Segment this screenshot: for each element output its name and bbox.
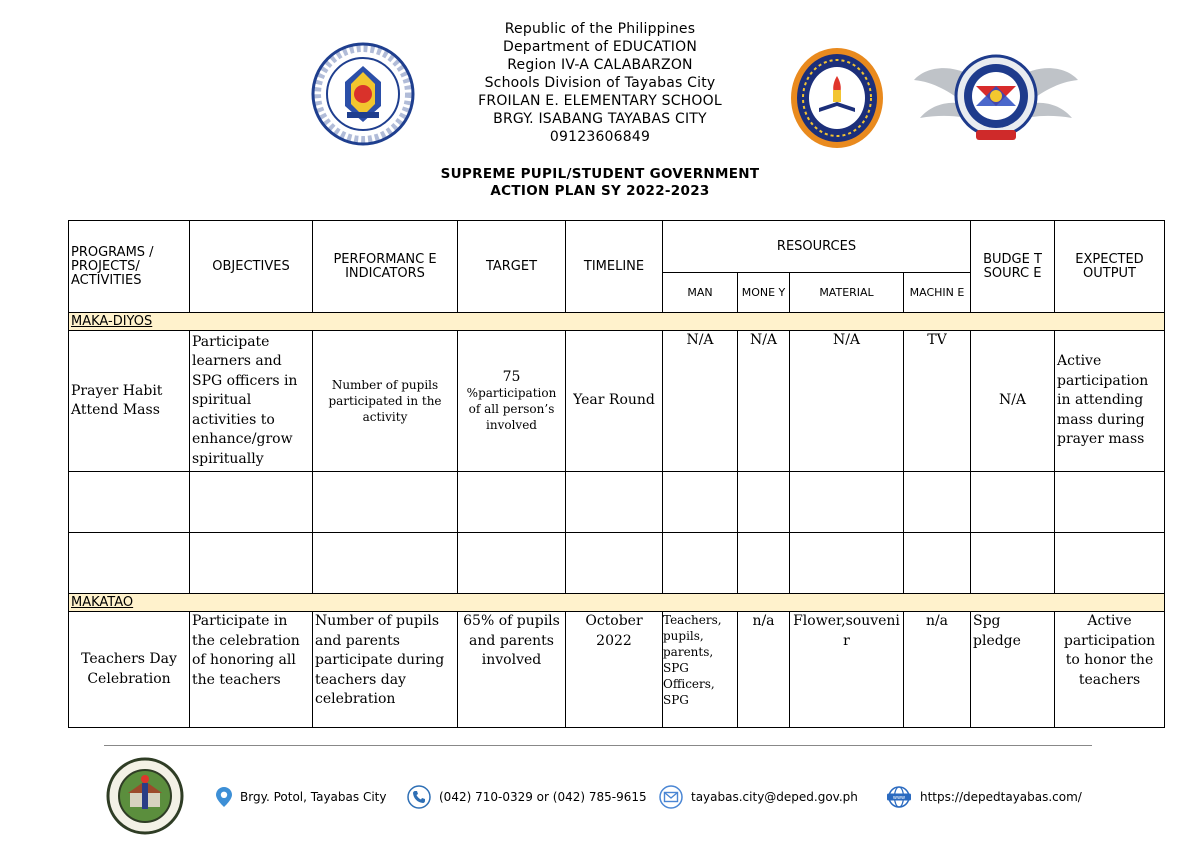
table-row: [69, 612, 1165, 728]
cell-machine: TV: [904, 331, 971, 472]
empty-row: [69, 533, 1165, 594]
header-man: MAN: [663, 273, 738, 313]
empty-cell: [904, 533, 971, 594]
empty-cell: [663, 533, 738, 594]
empty-cell: [458, 472, 566, 533]
cell-machine: n/a: [904, 612, 971, 728]
empty-cell: [971, 533, 1055, 594]
empty-cell: [790, 472, 904, 533]
cell-material: Flower,souvenir: [790, 612, 904, 728]
cell-material: N/A: [790, 331, 904, 472]
empty-cell: [313, 533, 458, 594]
section-row: [69, 313, 1165, 331]
empty-row: [69, 472, 1165, 533]
empty-cell: [971, 472, 1055, 533]
title-line-1: SUPREME PUPIL/STUDENT GOVERNMENT: [440, 166, 760, 182]
footer-address-text: Brgy. Potol, Tayabas City: [240, 790, 387, 804]
empty-cell: [663, 472, 738, 533]
cell-timeline: October 2022: [566, 612, 663, 728]
letterhead-line: BRGY. ISABANG TAYABAS CITY: [493, 111, 707, 127]
cell-target: 65% of pupils and parents involved: [458, 612, 566, 728]
footer-email: [659, 785, 858, 809]
empty-cell: [190, 533, 313, 594]
cell-indicator: Number of pupils and parents participate during teachers day celebration: [313, 612, 458, 728]
empty-cell: [69, 472, 190, 533]
cell-timeline: Year Round: [566, 331, 663, 472]
footer-phone-text: (042) 710-0329 or (042) 785-9615: [439, 790, 647, 804]
ssg-seal-icon: [910, 42, 1082, 154]
cell-target-value: 75: [502, 369, 521, 385]
letterhead-line: FROILAN E. ELEMENTARY SCHOOL: [478, 93, 722, 109]
empty-cell: [904, 472, 971, 533]
cell-budget: N/A: [971, 331, 1055, 472]
globe-icon: [886, 785, 912, 809]
cell-objective: Participate learners and SPG officers in spiritual activities to enhance/grow spiritually: [190, 331, 313, 472]
cell-objective: Participate in the celebration of honoring all the teachers: [190, 612, 313, 728]
document-title: [0, 166, 1200, 200]
header-money: MONE Y: [738, 273, 790, 313]
header-target: TARGET: [458, 221, 566, 313]
svg-text:www: www: [892, 795, 906, 801]
empty-cell: [738, 472, 790, 533]
action-plan-table: [68, 220, 1165, 728]
footer-address: [216, 785, 386, 809]
section-row: [69, 594, 1165, 612]
cell-man: N/A: [663, 331, 738, 472]
division-seal-icon: [104, 757, 186, 835]
cell-program: Prayer Habit Attend Mass: [69, 331, 190, 472]
cell-target: [458, 331, 566, 472]
footer-website: [886, 785, 1082, 809]
phone-icon: [407, 785, 431, 809]
letterhead-line: Republic of the Philippines: [504, 21, 696, 37]
header-timeline: TIMELINE: [566, 221, 663, 313]
cell-output: Active participation to honor the teachers: [1055, 612, 1165, 728]
cell-budget: Spg pledge: [971, 612, 1055, 728]
empty-cell: [790, 533, 904, 594]
empty-cell: [458, 533, 566, 594]
header-output: EXPECTED OUTPUT: [1055, 221, 1165, 313]
header-row: [69, 221, 1165, 273]
empty-cell: [69, 533, 190, 594]
empty-cell: [738, 533, 790, 594]
footer-email-text[interactable]: tayabas.city@deped.gov.ph: [691, 790, 858, 804]
letterhead-line: Schools Division of Tayabas City: [484, 75, 716, 91]
cell-target-detail: %participation of all person’s involved: [466, 386, 557, 432]
header-material: MATERIAL: [790, 273, 904, 313]
letterhead-line: Department of EDUCATION: [502, 39, 698, 55]
cell-program: Teachers Day Celebration: [69, 612, 190, 728]
empty-cell: [1055, 472, 1165, 533]
footer-divider: [104, 745, 1092, 746]
school-seal-icon: [789, 46, 885, 150]
email-icon: [659, 785, 683, 809]
cell-money: n/a: [738, 612, 790, 728]
title-line-2: ACTION PLAN SY 2022-2023: [490, 183, 710, 199]
section-label: MAKA-DIYOS: [69, 313, 1165, 331]
letterhead-line: Region IV-A CALABARZON: [507, 57, 693, 73]
footer-phone: [407, 785, 647, 809]
cell-indicator: Number of pupils participated in the activity: [313, 331, 458, 472]
empty-cell: [190, 472, 313, 533]
empty-cell: [1055, 533, 1165, 594]
deped-seal-icon: [311, 42, 415, 146]
cell-man: Teachers, pupils, parents, SPG Officers, SPG: [663, 612, 738, 728]
empty-cell: [313, 472, 458, 533]
location-pin-icon: [216, 787, 232, 807]
header-programs: PROGRAMS / PROJECTS/ ACTIVITIES: [69, 221, 190, 313]
header-resources: RESOURCES: [663, 221, 971, 273]
section-label: MAKATAO: [69, 594, 1165, 612]
cell-money: N/A: [738, 331, 790, 472]
table-row: [69, 331, 1165, 472]
letterhead-line: 09123606849: [549, 129, 651, 145]
footer-website-link[interactable]: https://depedtayabas.com/: [920, 790, 1082, 804]
empty-cell: [566, 533, 663, 594]
header-budget: BUDGE T SOURC E: [971, 221, 1055, 313]
empty-cell: [566, 472, 663, 533]
header-objectives: OBJECTIVES: [190, 221, 313, 313]
header-indicators: PERFORMANC E INDICATORS: [313, 221, 458, 313]
header-machine: MACHIN E: [904, 273, 971, 313]
cell-output: Active participation in attending mass during prayer mass: [1055, 331, 1165, 472]
